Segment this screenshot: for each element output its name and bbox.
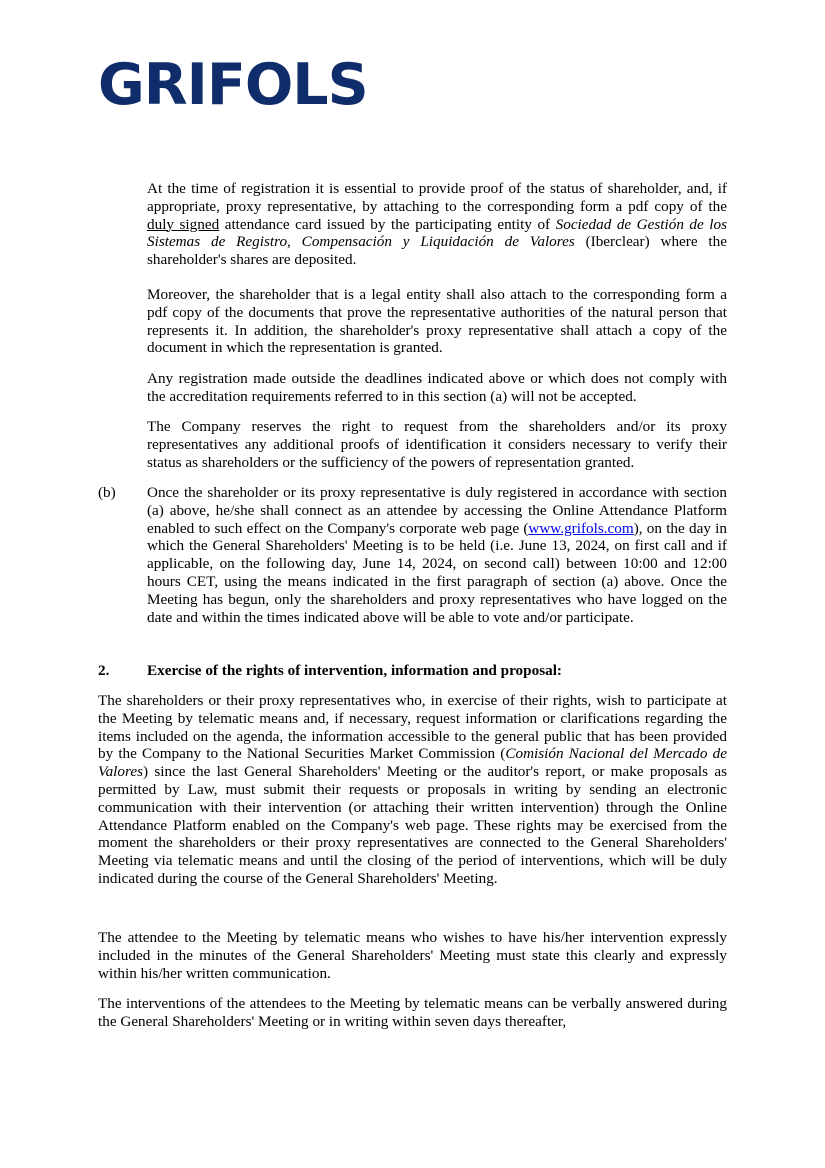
paragraph-company-reserves: The Company reserves the right to request from the shareholders and/or its proxy representatives any additional proofs of identification it considers necessary to verify their status as shareholders or the sufficiency of the powers of representation granted. bbox=[147, 418, 727, 471]
paragraph-registration-proof: At the time of registration it is essential to provide proof of the status of shareholder, and, if appropriate, proxy representative, by attaching to the corresponding form a pdf copy of the duly signed attendance card issued by the participating entity of Sociedad de Gestión de los Sistemas de Registro, Compensación y Liquidación de Valores (Iberclear) where the shareholder's shares are deposited. bbox=[147, 180, 728, 269]
section-title: Exercise of the rights of intervention, information and proposal: bbox=[147, 662, 562, 679]
paragraph-answers: The interventions of the attendees to the Meeting by telematic means can be verbally answered during the General Shareholders' Meeting or in writing within seven days thereafter, bbox=[98, 995, 727, 1030]
paragraph-deadlines: Any registration made outside the deadlines indicated above or which does not comply with the accreditation requirements referred to in this section (a) will not be accepted. bbox=[147, 370, 727, 405]
italic-cnmv: Comisión Nacional del Mercado de Valores bbox=[98, 745, 727, 781]
item-b-marker: (b) bbox=[98, 484, 116, 501]
paragraph-minutes: The attendee to the Meeting by telematic means who wishes to have his/her intervention expressly included in the minutes of the General Shareholders' Meeting must state this clearly and expressly within his/her written communication. bbox=[98, 929, 727, 982]
paragraph-item-b: Once the shareholder or its proxy representative is duly registered in accordance with section (a) above, he/she shall connect as an attendee by accessing the Online Attendance Platform enabled to such effect on the Company's corporate web page (www.grifols.com), on the day in which the General Shareholders' Meeting is to be held (i.e. June 13, 2024, on first call and if applicable, on the following day, June 14, 2024, on second call) between 10:00 and 12:00 hours CET, using the means indicated in the first paragraph of section (a) above. Once the Meeting has begun, only the shareholders and proxy representatives who have logged on the date and within the times indicated above will be able to vote and/or participate. bbox=[147, 484, 727, 626]
italic-entity-name: Sociedad de Gestión de los Sistemas de Registro, Compensación y Liquidación de Valores bbox=[147, 215, 728, 251]
paragraph-interventions: The shareholders or their proxy representatives who, in exercise of their rights, wish to participate at the Meeting by telematic means and, if necessary, request information or clarifications regarding the items included on the agenda, the information accessible to the general public that has been provided by the Company to the National Securities Market Commission (Comisión Nacional del Mercado de Valores) since the last General Shareholders' Meeting or the auditor's report, or make proposals as permitted by Law, must submit their requests or proposals in writing by sending an electronic communication with their intervention (or attaching their written intervention) through the Online Attendance Platform enabled on the Company's web page. These rights may be exercised from the moment the shareholders or their proxy representatives are connected to the General Shareholders' Meeting via telematic means and until the closing of the period of interventions, which will be duly indicated during the course of the General Shareholders' Meeting. bbox=[98, 692, 727, 887]
grifols-logo: GRIFOLS bbox=[98, 52, 368, 118]
grifols-website-link[interactable]: www.grifols.com bbox=[528, 519, 634, 537]
section-2-heading bbox=[98, 662, 562, 680]
section-number: 2. bbox=[98, 662, 110, 679]
underlined-text: duly signed bbox=[147, 215, 220, 233]
paragraph-legal-entity: Moreover, the shareholder that is a legal entity shall also attach to the corresponding form a pdf copy of the documents that prove the representative authorities of the natural person that represents it. In addition, the shareholder's proxy representative shall attach a copy of the document in which the representation is granted. bbox=[147, 286, 727, 357]
